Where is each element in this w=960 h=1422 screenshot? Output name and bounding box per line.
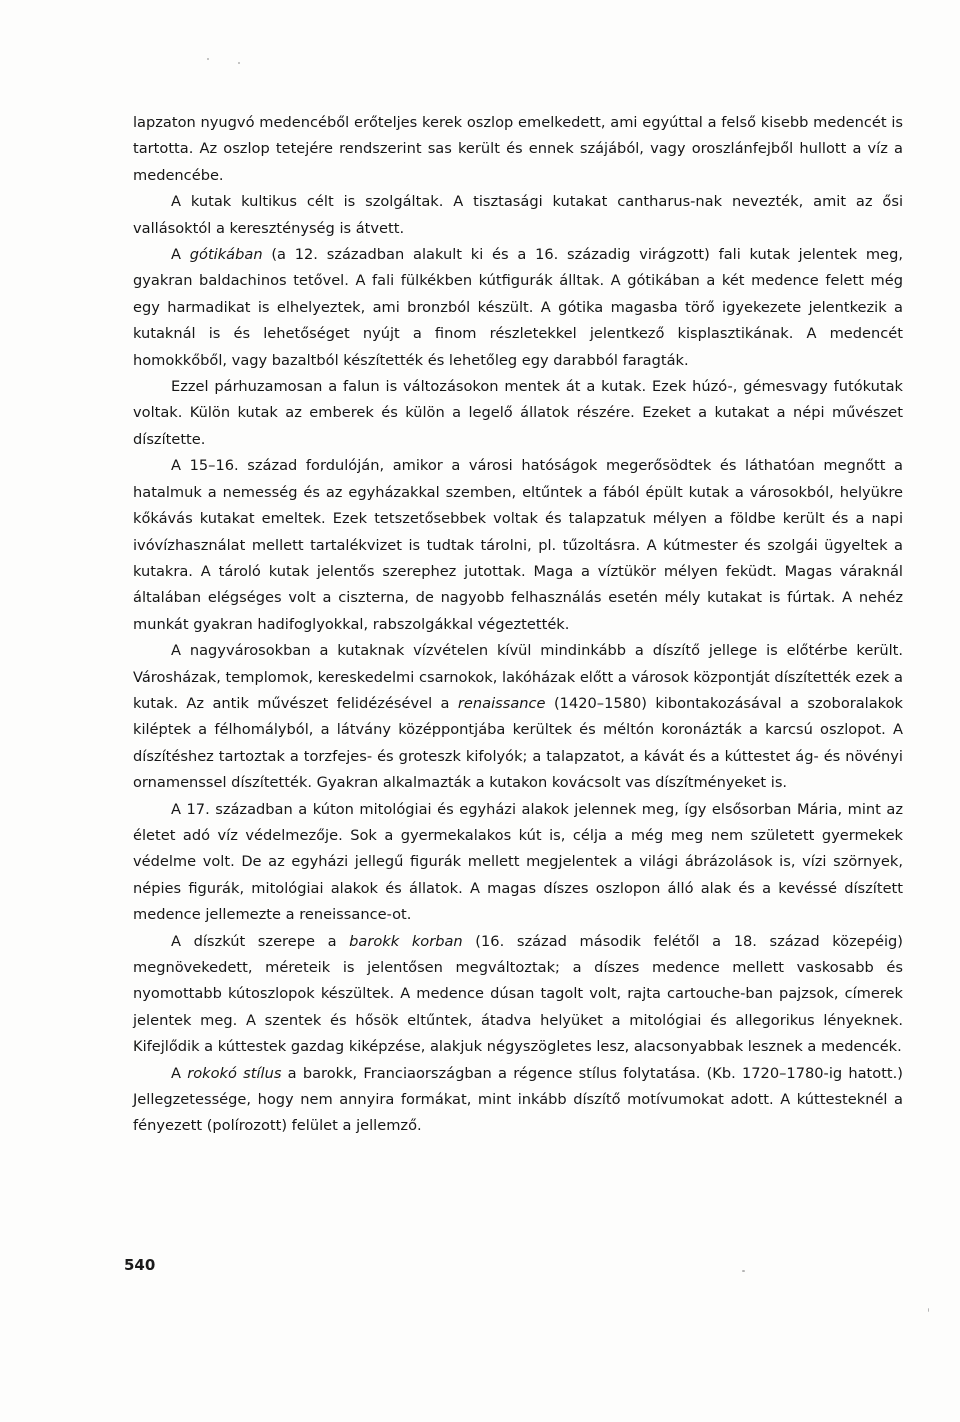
paragraph: A gótikában (a 12. században alakult ki és a 16. századig virágzott) fali kutak jelentek meg, gyakran baldachinos tetővel. A fali fülkékben kútfigurák álltak. A gótikában a két medence felett még egy harmadikat is elhelyeztek, ami bronzból készült. A gótika magasba törő igyekezete jelentkezik a kutaknál is és lehetőséget nyújt a finom részletekkel jelentkező kisplasztikának. A medencét homokkőből, vagy bazaltból készítették és lehetőleg egy darabból faragták.: [133, 246, 903, 369]
paragraph: A díszkút szerepe a barokk korban (16. század második felétől a 18. század közepéig) megnövekedett, méreteik is jelentősen megváltoztak; a díszes medence mellett vaskosabb és nyomottabb kútoszlopok készültek. A medence dúsan tagolt volt, rajta cartouche-ban pajzsok, címerek jelentek meg. A szentek és hősök eltűntek, átadva helyüket a mitológiai és allegorikus lényeknek. Kifejlődik a kúttestek gazdag kiképzése, alakjuk négyszögletes lesz, alacsonyabbak lesznek a medencék.: [133, 932, 903, 1056]
paragraph: A 15–16. század fordulóján, amikor a városi hatóságok megerősödtek és láthatóan megnőtt a hatalmuk a nemesség és az egyházakkal szemben, eltűntek a fából épült kutak a városokból, helyükre kőkávás kutakat emeltek. Ezek tetszetősebbek voltak és talapzatuk mélyen a földbe került és a napi ivóvízhasználat mellett tartalékvizet is tudtak tárolni, pl. tűzoltásra. A kútmester és szolgái ügyeltek a kutakra. A tároló kutak jelentős szerephez jutottak. Maga a víztükör mélyen feküdt. Magas váraknál általában elégséges volt a ciszterna, de nagyobb felhasználás esetén mély kutakat is fúrtak. A nehéz munkát gyakran hadifoglyokkal, rabszolgákkal végeztették.: [133, 457, 903, 633]
italic-term: renaissance: [457, 694, 546, 712]
scan-speck: [238, 62, 240, 64]
scan-speck: [207, 58, 209, 60]
scan-speck: [742, 1270, 745, 1272]
paragraph: A 17. században a kúton mitológiai és egyházi alakok jelennek meg, így elsősorban Mária, mint az életet adó víz védelmezője. Sok a gyermekalakos kút is, célja a még meg nem született gyermekek védelme volt. De az egyházi jellegű figurák mellett megjelentek a világi ábrázolások is, vízi szörnyek, népies figurák, mitológiai alakok és állatok. A magas díszes oszlopon álló alak és a kevéssé díszített medence jellemezte a reneissance-ot.: [133, 800, 903, 924]
italic-term: gótikában: [189, 246, 263, 264]
italic-term: barokk korban: [349, 932, 463, 950]
body-text: [133, 110, 903, 1140]
page-number: 540: [124, 1256, 156, 1274]
paragraph: A nagyvárosokban a kutaknak vízvételen kívül mindinkább a díszítő jellege is előtérbe került. Városházak, templomok, kereskedelmi csarnokok, lakóházak előtt a városok központját díszítették ezek a kutak. Az antik művészet felidézésével a renaissance (1420–1580) kibontakozásával a szoboralakok kiléptek a félhomályból, a látvány középpontjába kerültek és méltón koronázták a karcsú oszlopot. A díszítéshez tartoztak a torzfejes- és groteszk kifolyók; a talapzatot, a kávát és a kúttestet ág- és növényi ornamenssel díszítették. Gyakran alkalmazták a kutakon kovácsolt vas díszítményeket is.: [133, 642, 903, 792]
italic-term: rokokó stílus: [187, 1064, 282, 1082]
scan-speck: [928, 1308, 929, 1312]
paragraph: A rokokó stílus a barokk, Franciaországban a régence stílus folytatása. (Kb. 1720–1780-ig hatott.) Jellegzetessége, hogy nem annyira formákat, mint inkább díszítő motívumokat adott. A kúttesteknél a fényezett (polírozott) felület a jellemző.: [133, 1064, 903, 1135]
paragraph: A kutak kultikus célt is szolgáltak. A tisztasági kutakat cantharus-nak nevezték, amit az ősi vallásoktól a kereszténység is átvett.: [133, 193, 903, 237]
paragraph: Ezzel párhuzamosan a falun is változásokon mentek át a kutak. Ezek húzó-, gémesvagy futókutak voltak. Külön kutak az emberek és külön a legelő állatok részére. Ezeket a kutakat a népi művészet díszítette.: [133, 378, 903, 448]
paragraph: lapzaton nyugvó medencéből erőteljes kerek oszlop emelkedett, ami egyúttal a felső kisebb medencét is tartotta. Az oszlop tetejére rendszerint sas került és ennek szájából, vagy oroszlánfejből hullott a víz a medencébe.: [133, 114, 903, 184]
